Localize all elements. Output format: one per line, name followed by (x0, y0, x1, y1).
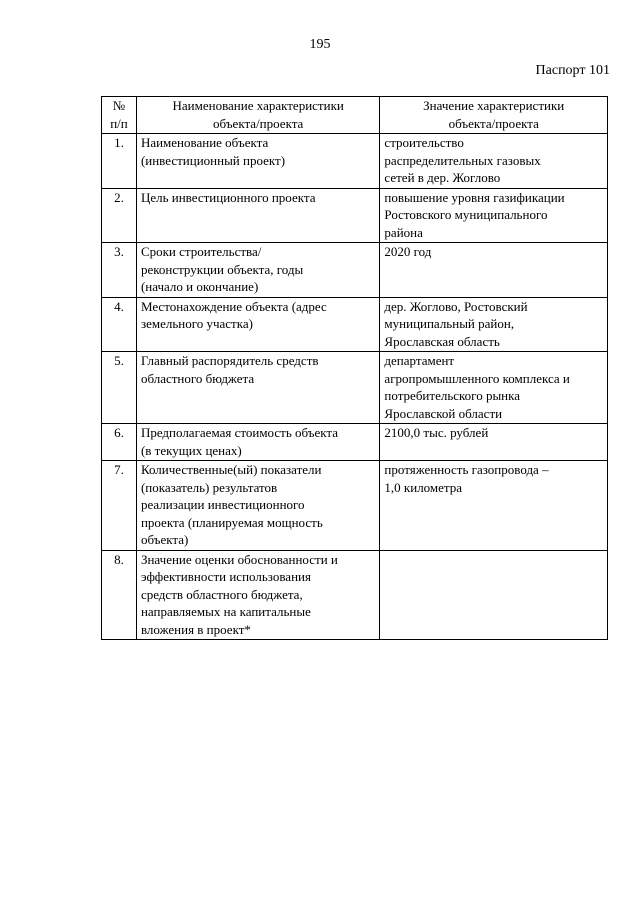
row-name: Количественные(ый) показатели (показатель) результатов реализации инвестиционного проекта (планируемая мощность объекта) (136, 461, 379, 551)
table-row (102, 134, 608, 189)
row-number: 3. (102, 243, 137, 298)
row-number: 7. (102, 461, 137, 551)
table-row (102, 297, 608, 352)
row-name: Наименование объекта (инвестиционный проект) (136, 134, 379, 189)
row-number: 2. (102, 188, 137, 243)
table-header-row (102, 97, 608, 134)
table-row (102, 352, 608, 424)
row-number: 1. (102, 134, 137, 189)
row-value: 2020 год (380, 243, 608, 298)
page-number: 195 (309, 37, 331, 52)
row-number: 8. (102, 550, 137, 640)
table-row (102, 243, 608, 298)
row-value: 2100,0 тыс. рублей (380, 424, 608, 461)
row-name: Местонахождение объекта (адрес земельного участка) (136, 297, 379, 352)
passport-label: Паспорт 101 (535, 63, 610, 78)
row-name: Значение оценки обоснованности и эффективности использования средств областного бюджета, направляемых на капитальные вложения в проект* (136, 550, 379, 640)
header-number: № п/п (102, 97, 137, 134)
row-name: Сроки строительства/ реконструкции объекта, годы (начало и окончание) (136, 243, 379, 298)
header-characteristic-value: Значение характеристики объекта/проекта (380, 97, 608, 134)
row-name: Главный распорядитель средств областного бюджета (136, 352, 379, 424)
table-row (102, 188, 608, 243)
row-value: строительство распределительных газовых сетей в дер. Жоглово (380, 134, 608, 189)
row-value: департамент агропромышленного комплекса и потребительского рынка Ярославской области (380, 352, 608, 424)
row-value: повышение уровня газификации Ростовского муниципального района (380, 188, 608, 243)
row-value: дер. Жоглово, Ростовский муниципальный район, Ярославская область (380, 297, 608, 352)
row-number: 5. (102, 352, 137, 424)
row-value: протяженность газопровода – 1,0 километра (380, 461, 608, 551)
table-row (102, 424, 608, 461)
header-characteristic-name: Наименование характеристики объекта/проекта (136, 97, 379, 134)
row-name: Цель инвестиционного проекта (136, 188, 379, 243)
row-number: 4. (102, 297, 137, 352)
row-number: 6. (102, 424, 137, 461)
row-name: Предполагаемая стоимость объекта (в текущих ценах) (136, 424, 379, 461)
passport-table (101, 96, 608, 640)
table-row (102, 550, 608, 640)
row-value (380, 550, 608, 640)
table-row (102, 461, 608, 551)
